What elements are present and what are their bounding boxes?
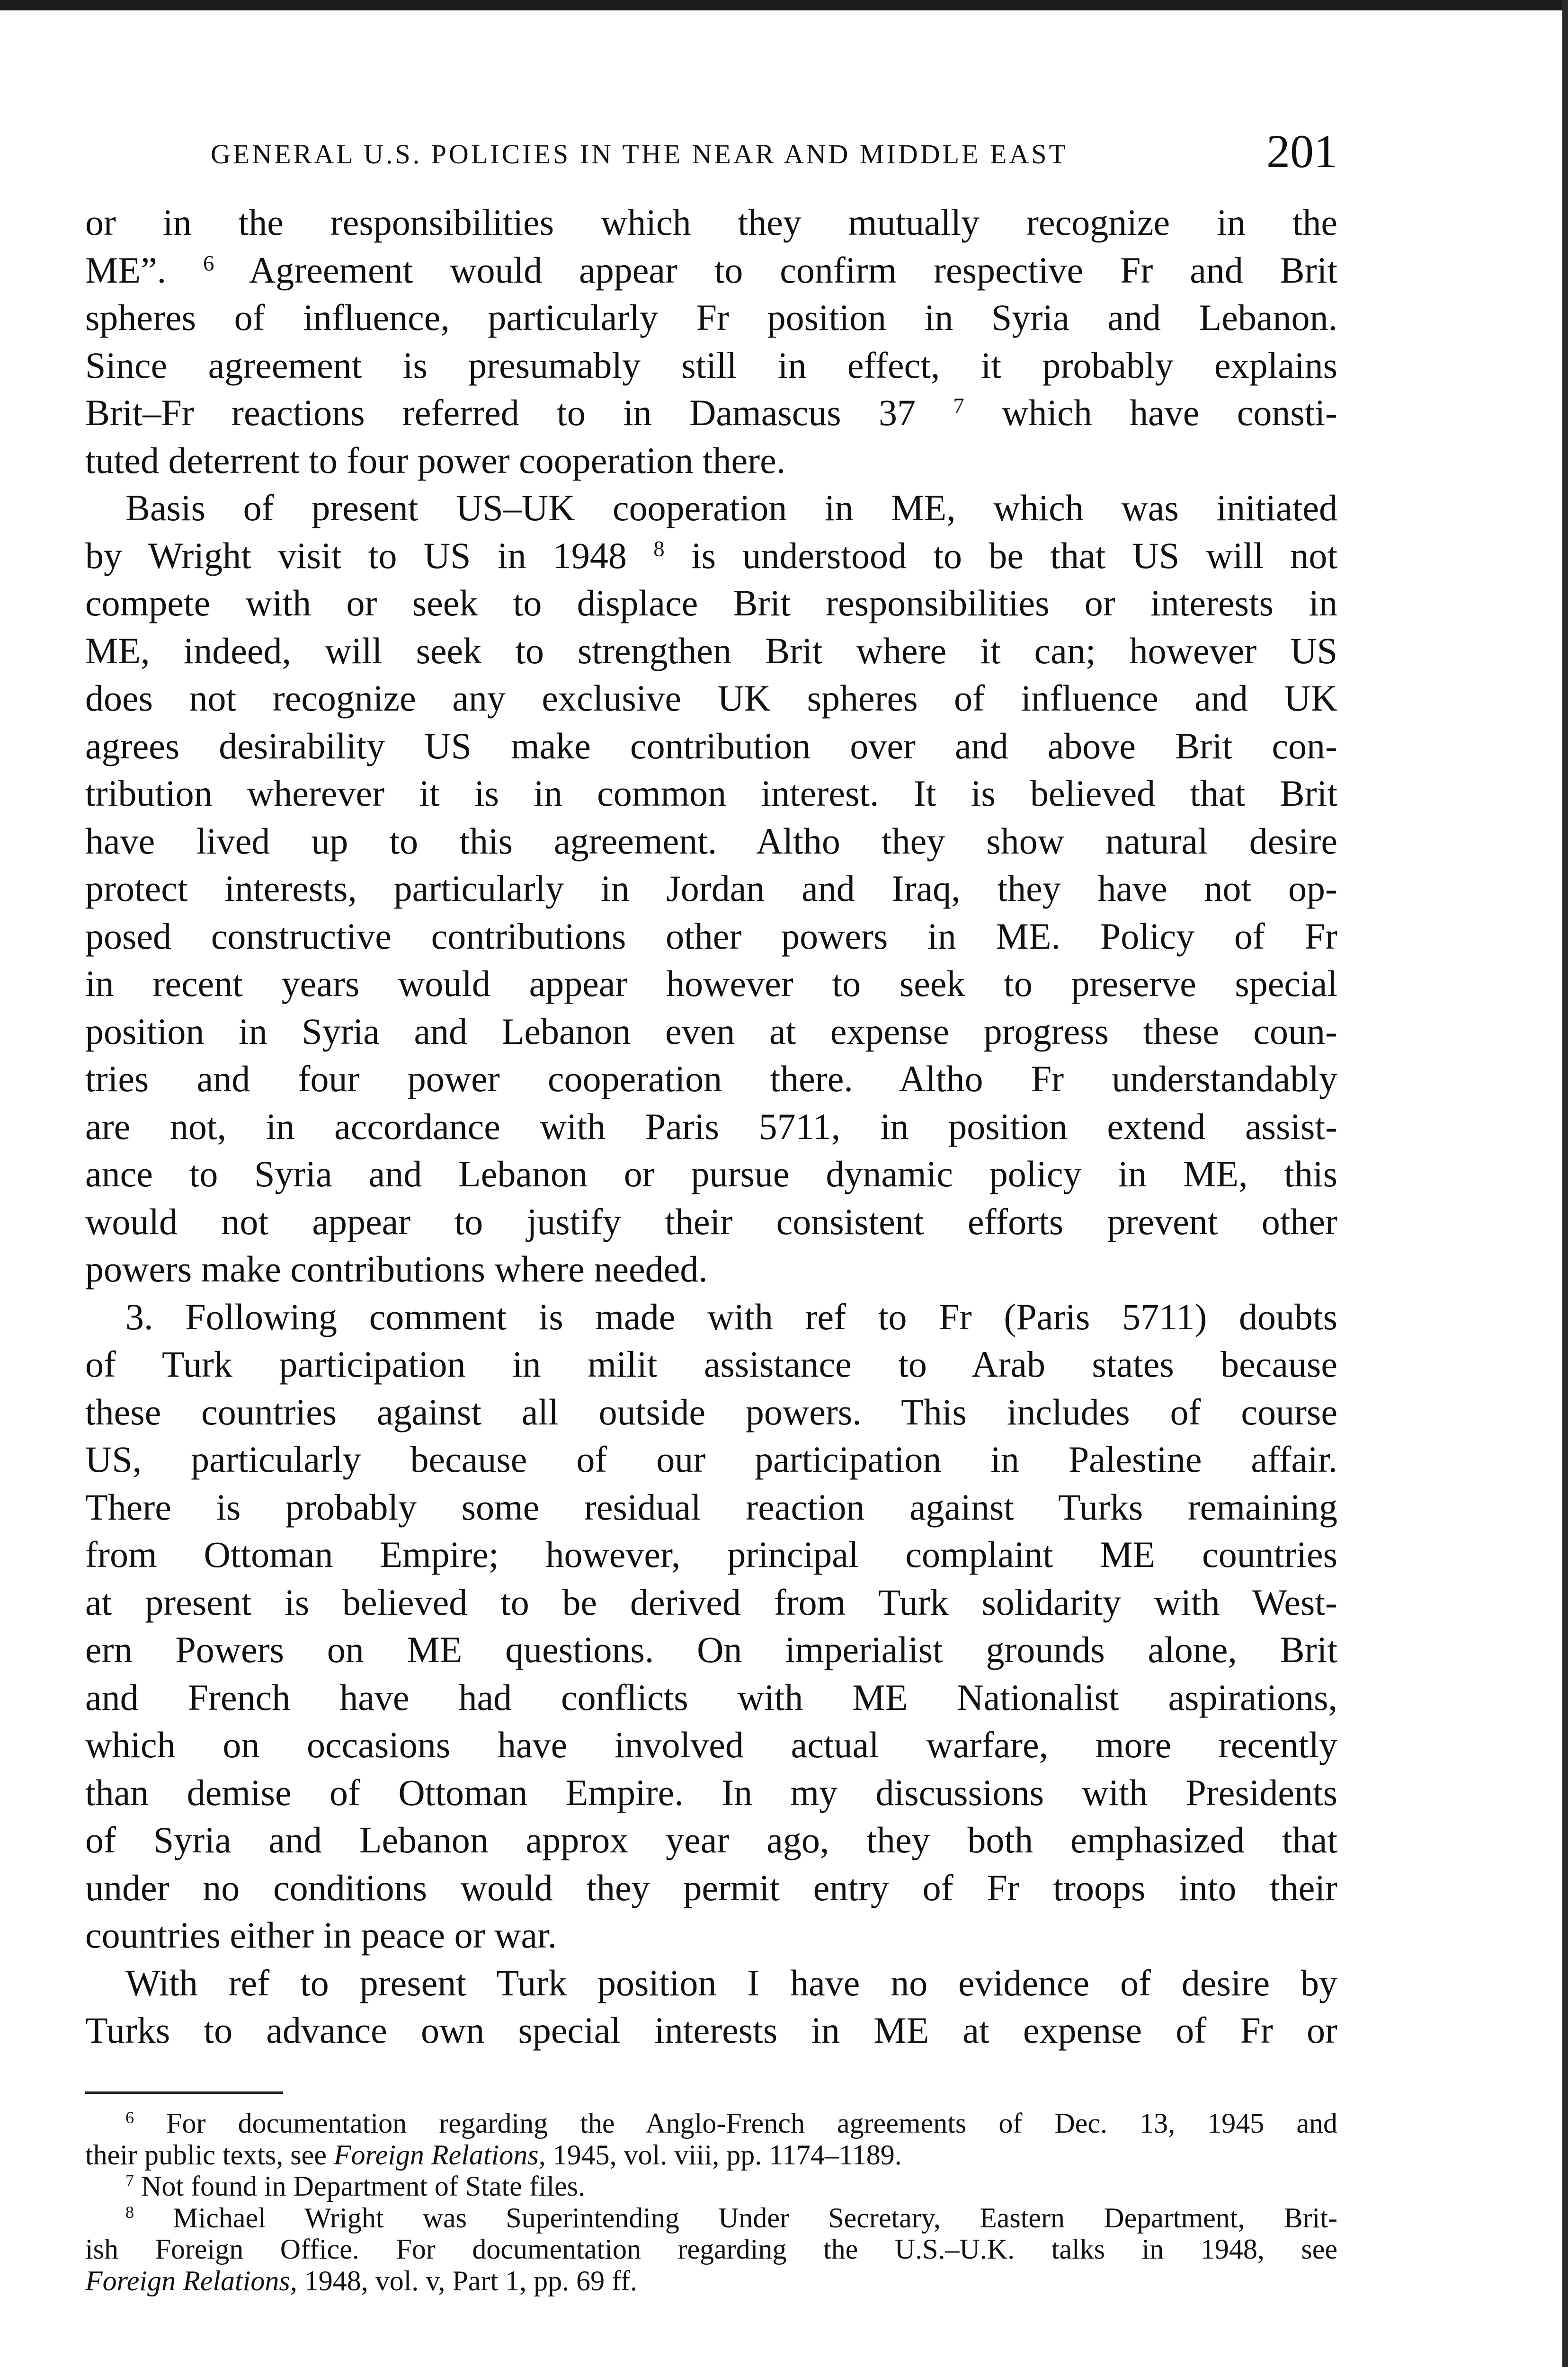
top-border-rule	[0, 0, 1568, 10]
body-line: tuted deterrent to four power cooperation there.	[85, 439, 786, 481]
body-line: or in the responsibilities which they mutually recognize in the	[85, 202, 1337, 243]
footnote-6: $^6$ For documentation regarding the Anglo-French agreements of Dec. 13, 1945 and	[125, 2108, 1337, 2139]
body-line: these countries against all outside powers. This includes of course	[85, 1391, 1337, 1433]
body-line: compete with or seek to displace Brit responsibilities or interests in	[85, 582, 1337, 623]
running-title: GENERAL U.S. POLICIES IN THE NEAR AND MIDDLE EAST	[211, 139, 1068, 169]
body-line: ance to Syria and Lebanon or pursue dynamic policy in ME, this	[85, 1153, 1337, 1194]
body-line: than demise of Ottoman Empire. In my discussions with Presidents	[85, 1771, 1337, 1813]
body-line: would not appear to justify their consistent efforts prevent other	[85, 1201, 1337, 1242]
body-line: from Ottoman Empire; however, principal complaint ME countries	[85, 1534, 1337, 1575]
body-line: are not, in accordance with Paris 5711, in position extend assist-	[85, 1105, 1337, 1147]
body-line: tries and four power cooperation there. Altho Fr understandably	[85, 1058, 1337, 1099]
body-line: at present is believed to be derived from Turk solidarity with West-	[85, 1581, 1337, 1623]
footnote-ref-7: 7	[953, 393, 964, 418]
footnote-8-continued: Foreign Relations, 1948, vol. v, Part 1, pp. 69 ff.	[85, 2265, 638, 2296]
page-number: 201	[1266, 125, 1337, 178]
right-page-edge	[1562, 0, 1568, 2367]
running-head	[211, 124, 1337, 176]
footnote-ref-6: 6	[203, 250, 214, 276]
body-line: ME”. $^6$ Agreement would appear to confirm respective Fr and Brit	[85, 249, 1337, 291]
footnote-7: $^7$ Not found in Department of State files.	[125, 2171, 586, 2202]
body-line: tribution wherever it is in common interest. It is believed that Brit	[85, 773, 1337, 814]
body-text	[85, 199, 1337, 2055]
body-line: ern Powers on ME questions. On imperialist grounds alone, Brit	[85, 1629, 1337, 1670]
body-line: agrees desirability US make contribution over and above Brit con-	[85, 725, 1337, 766]
body-line: US, particularly because of our participation in Palestine affair.	[85, 1439, 1337, 1480]
body-line: in recent years would appear however to seek to preserve special	[85, 963, 1337, 1004]
body-line: posed constructive contributions other powers in ME. Policy of Fr	[85, 915, 1337, 957]
body-line: Since agreement is presumably still in effect, it probably explains	[85, 344, 1337, 386]
body-line: There is probably some residual reaction against Turks remaining	[85, 1486, 1337, 1528]
body-line: under no conditions would they permit entry of Fr troops into their	[85, 1867, 1337, 1908]
body-line: position in Syria and Lebanon even at expense progress these coun-	[85, 1010, 1337, 1052]
body-line: of Syria and Lebanon approx year ago, they both emphasized that	[85, 1819, 1337, 1860]
footnote-ref-8: 8	[653, 536, 665, 561]
footnotes	[85, 2108, 1337, 2296]
body-line: protect interests, particularly in Jordan and Iraq, they have not op-	[85, 868, 1337, 909]
body-line: countries either in peace or war.	[85, 1914, 557, 1956]
paragraph-start-line: With ref to present Turk position I have no evidence of desire by	[125, 1962, 1337, 2003]
body-line: does not recognize any exclusive UK spheres of influence and UK	[85, 677, 1337, 719]
body-line: Brit–Fr reactions referred to in Damascus 37 $^7$ which have consti-	[85, 392, 1337, 433]
paragraph-start-line: Basis of present US–UK cooperation in ME, which was initiated	[125, 487, 1337, 528]
paragraph-start-line: 3. Following comment is made with ref to Fr (Paris 5711) doubts	[125, 1296, 1337, 1337]
body-line: ME, indeed, will seek to strengthen Brit where it can; however US	[85, 630, 1337, 671]
footnote-8: $^8$ Michael Wright was Superintending Under Secretary, Eastern Department, Brit-	[125, 2202, 1338, 2234]
body-line: and French have had conflicts with ME Nationalist aspirations,	[85, 1676, 1337, 1718]
body-line: spheres of influence, particularly Fr position in Syria and Lebanon.	[85, 297, 1337, 338]
footnote-6-continued: their public texts, see Foreign Relations, 1945, vol. viii, pp. 1174–1189.	[85, 2139, 902, 2171]
body-line: by Wright visit to US in 1948 $^8$ is understood to be that US will not	[85, 534, 1338, 576]
body-line: Turks to advance own special interests in ME at expense of Fr or	[85, 2010, 1337, 2051]
body-line: which on occasions have involved actual warfare, more recently	[85, 1724, 1337, 1765]
body-line: of Turk participation in milit assistance to Arab states because	[85, 1344, 1337, 1385]
footnote-8-continued: ish Foreign Office. For documentation regarding the U.S.–U.K. talks in 1948, see	[85, 2234, 1337, 2265]
body-line: have lived up to this agreement. Altho they show natural desire	[85, 820, 1337, 862]
body-line: powers make contributions where needed.	[85, 1248, 708, 1290]
footnote-divider	[85, 2091, 283, 2094]
